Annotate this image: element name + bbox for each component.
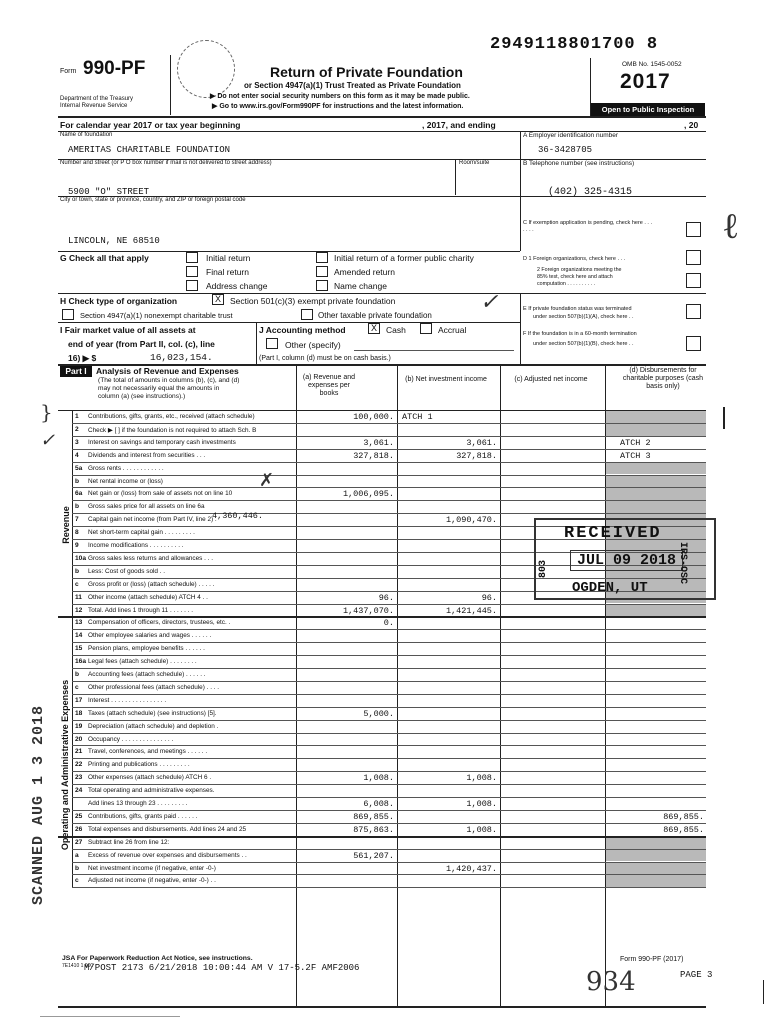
and-ending-label: , 2017, and ending bbox=[422, 120, 496, 130]
row-number: 16a bbox=[75, 658, 87, 666]
row-divider bbox=[72, 823, 706, 824]
row-label: Excess of revenue over expenses and disbursements . . bbox=[88, 851, 247, 859]
part-i-desc-3: column (a) (see instructions).) bbox=[98, 393, 186, 400]
row-number: 4 bbox=[75, 451, 79, 459]
terminated-checkbox[interactable] bbox=[686, 304, 701, 319]
part-i-title: Analysis of Revenue and Expenses bbox=[96, 366, 239, 376]
handwritten-mark-right: ℓ bbox=[722, 206, 740, 247]
cash-label: Cash bbox=[386, 325, 406, 335]
row-number: b bbox=[75, 671, 80, 678]
row-number: 17 bbox=[75, 696, 83, 704]
h-type-label: H Check type of organization bbox=[60, 296, 178, 306]
row-label: Subtract line 26 from line 12: bbox=[88, 838, 170, 846]
received-date: JUL 09 2018 bbox=[570, 550, 683, 571]
row-number: 27 bbox=[75, 838, 83, 846]
row-label: Pension plans, employee benefits . . . . . . bbox=[88, 645, 205, 653]
tax-year: 2017 bbox=[620, 70, 671, 93]
col-c-header: (c) Adjusted net income bbox=[514, 376, 588, 383]
address-change-checkbox[interactable] bbox=[186, 280, 198, 291]
phone-value: (402) 325-4315 bbox=[548, 187, 633, 198]
row-label: Net rental income or (loss) bbox=[88, 477, 163, 485]
stamp-code-text: 803 bbox=[538, 559, 549, 578]
row-label: Less: Cost of goods sold . . bbox=[88, 567, 166, 575]
form-code: 7E1410 1 000 bbox=[62, 963, 94, 969]
501c3-label: Section 501(c)(3) exempt private foundation bbox=[230, 296, 396, 306]
termination-60-label-1: F If the foundation is in a 60-month termination bbox=[523, 331, 637, 337]
col-b-header: (b) Net investment income bbox=[405, 376, 487, 383]
other-method-label: Other (specify) bbox=[285, 340, 341, 350]
row-divider bbox=[72, 629, 706, 630]
col-a-value: 5,000. bbox=[363, 708, 394, 719]
501c3-checkbox[interactable]: X bbox=[212, 294, 224, 305]
row-label: Contributions, gifts, grants paid . . . . . . bbox=[88, 812, 198, 820]
form-name: 990-PF bbox=[83, 58, 146, 79]
foundation-name: AMERITAS CHARITABLE FOUNDATION bbox=[68, 145, 231, 155]
ending-20-label: , 20 bbox=[684, 120, 699, 130]
row-label: Other employee salaries and wages . . . . . . bbox=[88, 632, 212, 640]
foreign-85-label-2: 85% test, check here and attach bbox=[537, 274, 613, 280]
row-number: c bbox=[75, 683, 79, 691]
fmv-label-3: 16) ▶ $ bbox=[68, 353, 97, 363]
row-label: Interest on savings and temporary cash investments bbox=[88, 438, 236, 446]
col-a-value: 1,006,095. bbox=[342, 489, 394, 500]
row-divider bbox=[72, 771, 706, 772]
row-number: b bbox=[75, 864, 80, 872]
row-divider bbox=[72, 887, 706, 888]
row-label: Gross sales less returns and allowances . . . bbox=[88, 554, 214, 562]
former-public-charity-checkbox[interactable] bbox=[316, 252, 328, 263]
form-title: Return of Private Foundation bbox=[270, 64, 463, 80]
col-a-value: 6,008. bbox=[363, 799, 394, 809]
part-i-desc-1: (The total of amounts in columns (b), (c), and (d) bbox=[98, 377, 240, 384]
revenue-expense-divider bbox=[58, 616, 706, 618]
page-number: PAGE 3 bbox=[680, 970, 713, 980]
col-a-value: 561,207. bbox=[353, 850, 394, 861]
row-label: Other professional fees (attach schedule) . . . . bbox=[88, 683, 220, 691]
row-number: b bbox=[75, 477, 80, 485]
dept-treasury: Department of the Treasury bbox=[60, 96, 134, 102]
col-b-value: 1,090,470. bbox=[445, 515, 497, 526]
row-number: b bbox=[75, 503, 80, 511]
row-divider bbox=[72, 720, 706, 721]
phone-label: B Telephone number (see instructions) bbox=[523, 160, 635, 167]
row-label: Income modifications . . . . . . . . . . bbox=[88, 542, 184, 549]
row-label: Other income (attach schedule) ATCH 4 . . bbox=[88, 593, 208, 601]
terminated-label-1: E If private foundation status was terminated bbox=[523, 306, 632, 312]
shaded-cell bbox=[606, 875, 706, 887]
open-inspection-banner: Open to Public Inspection bbox=[591, 103, 705, 116]
row-label: Total operating and administrative expenses. bbox=[88, 787, 215, 795]
row-number: 15 bbox=[75, 645, 83, 653]
amended-return-label: Amended return bbox=[334, 267, 395, 277]
street-value: 5900 "O" STREET bbox=[68, 187, 150, 197]
row-number: 24 bbox=[75, 787, 83, 795]
receipt-circle bbox=[177, 40, 235, 98]
shaded-cell bbox=[606, 501, 706, 513]
city-value: LINCOLN, NE 68510 bbox=[68, 236, 160, 246]
row-divider bbox=[72, 668, 706, 669]
other-taxable-label: Other taxable private foundation bbox=[318, 311, 432, 320]
row-label: Taxes (attach schedule) (see instructions) [5]. bbox=[88, 709, 217, 717]
foreign-85-checkbox[interactable] bbox=[686, 273, 701, 288]
row-number: 23 bbox=[75, 774, 83, 782]
row-number: 26 bbox=[75, 825, 83, 833]
row-label: Total. Add lines 1 through 11 . . . . . . . bbox=[88, 606, 194, 614]
foreign-org-checkbox[interactable] bbox=[686, 250, 701, 265]
handwritten-check-mark: ✓ bbox=[480, 290, 499, 315]
former-public-charity-label: Initial return of a former public charity bbox=[334, 253, 474, 263]
row-number: c bbox=[75, 580, 79, 588]
row-label: Net gain or (loss) from sale of assets not on line 10 bbox=[88, 490, 233, 498]
exemption-pending-label: C If exemption application is pending, check here . . . . . . . bbox=[523, 220, 653, 233]
col-a-value: 875,863. bbox=[353, 824, 394, 835]
row-number: 14 bbox=[75, 632, 83, 640]
row-divider bbox=[72, 449, 706, 450]
amended-return-checkbox[interactable] bbox=[316, 266, 328, 277]
col-b-value: 1,008. bbox=[466, 824, 497, 835]
col-d-header: (d) Disbursements for charitable purposes (cash basis only) bbox=[622, 367, 704, 390]
row-number: 12 bbox=[75, 606, 83, 614]
termination-60-checkbox[interactable] bbox=[686, 336, 701, 351]
part-i-tag: Part I bbox=[60, 366, 92, 377]
accrual-checkbox[interactable] bbox=[420, 323, 432, 334]
row-label: Depreciation (attach schedule) and depletion . bbox=[88, 722, 219, 730]
irs-osc-text: IRS-OSC bbox=[677, 542, 688, 585]
row-divider bbox=[72, 745, 706, 746]
row-number: 6a bbox=[75, 490, 83, 498]
row-label: Accounting fees (attach schedule) . . . . . . bbox=[88, 671, 206, 678]
final-return-checkbox[interactable] bbox=[186, 266, 198, 277]
row-number: 7 bbox=[75, 516, 79, 524]
row-number: 1 bbox=[75, 413, 79, 420]
city-label: City or town, state or province, country, and ZIP or foreign postal code bbox=[60, 197, 246, 203]
ogden-text: OGDEN, UT bbox=[572, 580, 648, 596]
shaded-cell bbox=[606, 863, 706, 875]
col-a-value: 327,818. bbox=[353, 450, 394, 461]
shaded-cell bbox=[606, 424, 706, 436]
received-text: RECEIVED bbox=[564, 524, 662, 543]
other-taxable-checkbox[interactable] bbox=[301, 309, 313, 320]
ssn-instruction: ▶ Do not enter social security numbers on this form as it may be made public. bbox=[210, 93, 470, 100]
shaded-cell bbox=[606, 476, 706, 488]
nonexempt-trust-checkbox[interactable] bbox=[62, 309, 74, 320]
row-label: Adjusted net income (if negative, enter -0-) . . bbox=[88, 877, 216, 885]
form-subtitle: or Section 4947(a)(1) Trust Treated as Private Foundation bbox=[244, 81, 461, 90]
address-change-label: Address change bbox=[206, 281, 268, 291]
terminated-label-2: under section 507(b)(1)(A), check here . . bbox=[533, 314, 634, 320]
shaded-cell bbox=[606, 850, 706, 862]
shaded-cell bbox=[606, 463, 706, 475]
other-method-checkbox[interactable] bbox=[266, 338, 278, 349]
col-b-value: 96. bbox=[481, 592, 497, 603]
row-label: Occupancy . . . . . . . . . . . . . . . bbox=[88, 735, 174, 743]
row-label: Capital gain net income (from Part IV, line 2) . bbox=[88, 516, 217, 524]
row-label: Contributions, gifts, grants, etc., received (attach schedule) bbox=[88, 413, 255, 420]
handwritten-934: 934 bbox=[586, 967, 636, 997]
row-number: 19 bbox=[75, 722, 83, 730]
row-number: 13 bbox=[75, 619, 83, 627]
row-number: 22 bbox=[75, 761, 83, 769]
row-label: Add lines 13 through 23 . . . . . . . . . bbox=[88, 800, 188, 807]
col-b-value: 3,061. bbox=[466, 437, 497, 448]
part-i-desc-2: may not necessarily equal the amounts in bbox=[98, 385, 220, 392]
received-stamp bbox=[534, 518, 716, 600]
col-a-value: 3,061. bbox=[363, 437, 394, 448]
scanned-stamp: SCANNED AUG 1 3 2018 bbox=[30, 704, 47, 905]
row-label: Legal fees (attach schedule) . . . . . . . . bbox=[88, 658, 197, 666]
g-check-label: G Check all that apply bbox=[60, 253, 149, 263]
row-number: c bbox=[75, 877, 79, 885]
foreign-85-label-3: computation . . . . . . . . . . bbox=[537, 281, 596, 287]
col-b-value: 1,008. bbox=[466, 773, 497, 784]
row-number: 10a bbox=[75, 554, 87, 562]
col-b-value: ATCH 1 bbox=[402, 412, 433, 422]
accounting-method-label: J Accounting method bbox=[259, 325, 346, 335]
row-label: Gross profit or (loss) (attach schedule) . . . . . bbox=[88, 580, 215, 588]
row-label: Dividends and interest from securities . . . bbox=[88, 451, 206, 459]
footer-print-line: M/POST 2173 6/21/2018 10:00:44 AM V 17-5.2F AMF2006 bbox=[84, 963, 360, 973]
row-divider bbox=[72, 784, 706, 785]
row-label: Total expenses and disbursements. Add lines 24 and 25 bbox=[88, 825, 247, 833]
irs-instruction: ▶ Go to www.irs.gov/Form990PF for instructions and the latest information. bbox=[212, 103, 464, 110]
col-a-value: 1,008. bbox=[363, 773, 394, 784]
initial-return-checkbox[interactable] bbox=[186, 252, 198, 263]
col-a-value: 100,000. bbox=[353, 412, 394, 422]
col-a-value: 0. bbox=[383, 618, 394, 629]
row-number: 11 bbox=[75, 593, 82, 601]
shaded-cell bbox=[606, 411, 706, 423]
col-b-value: 1,421,445. bbox=[445, 605, 497, 616]
paperwork-notice: JSA For Paperwork Reduction Act Notice, see instructions. bbox=[62, 955, 253, 962]
fmv-value: 16,023,154. bbox=[150, 352, 213, 363]
foreign-org-label: D 1 Foreign organizations, check here . . . bbox=[523, 256, 626, 262]
exemption-pending-checkbox[interactable] bbox=[686, 222, 701, 237]
row-divider bbox=[72, 436, 706, 437]
row-number: 3 bbox=[75, 438, 79, 446]
handwritten-tick-mark: ✓ bbox=[40, 430, 56, 451]
omb-number: OMB No. 1545-0052 bbox=[622, 61, 682, 68]
row-number: 18 bbox=[75, 709, 83, 717]
expenses-section-label: Operating and Administrative Expenses bbox=[60, 679, 70, 851]
row-label: Other expenses (attach schedule) ATCH 6 . bbox=[88, 774, 212, 782]
calendar-year-label: For calendar year 2017 or tax year beginning bbox=[60, 120, 241, 130]
final-return-label: Final return bbox=[206, 267, 249, 277]
accrual-label: Accrual bbox=[438, 325, 467, 335]
cash-basis-note: (Part I, column (d) must be on cash basis.) bbox=[259, 355, 391, 362]
row-number: 21 bbox=[75, 748, 83, 756]
handwritten-cross: ✗ bbox=[259, 470, 275, 491]
nonexempt-trust-label: Section 4947(a)(1) nonexempt charitable trust bbox=[80, 311, 233, 320]
handwritten-bracket-mark: } bbox=[40, 400, 53, 424]
col-b-value: 327,818. bbox=[456, 450, 497, 461]
row-label: Net investment income (if negative, enter -0-) bbox=[88, 864, 216, 872]
row-number: 8 bbox=[75, 529, 79, 537]
row-divider bbox=[72, 810, 706, 811]
row-label: Compensation of officers, directors, trustees, etc. . bbox=[88, 619, 231, 627]
cash-checkbox[interactable]: X bbox=[368, 323, 380, 334]
ein-label: A Employer identification number bbox=[523, 132, 619, 139]
barcode-number: 2949118801700 8 bbox=[490, 35, 659, 54]
col-a-value: 1,437,070. bbox=[342, 605, 394, 616]
row-label: Travel, conferences, and meetings . . . . . . bbox=[88, 748, 208, 756]
row-divider bbox=[72, 681, 706, 682]
col-d-value: ATCH 2 bbox=[620, 437, 651, 448]
fmv-label-2: end of year (from Part II, col. (c), line bbox=[68, 339, 215, 349]
col-a-value: 869,855. bbox=[353, 811, 394, 822]
row-divider bbox=[72, 707, 706, 708]
row-label: Gross rents . . . . . . . . . . . . bbox=[88, 464, 164, 472]
col-a-value: 96. bbox=[378, 592, 394, 603]
row-number: 5a bbox=[75, 464, 83, 472]
initial-return-label: Initial return bbox=[206, 253, 251, 263]
col-d-value: ATCH 3 bbox=[620, 450, 651, 461]
col-a-header: (a) Revenue and expenses per books bbox=[302, 374, 356, 397]
revenue-section-label: Revenue bbox=[61, 506, 71, 544]
row-label: Net short-term capital gain . . . . . . . . . bbox=[88, 529, 195, 537]
row-divider bbox=[72, 694, 706, 695]
name-change-checkbox[interactable] bbox=[316, 280, 328, 291]
row-label: Printing and publications . . . . . . . . . bbox=[88, 761, 190, 769]
row-label: Gross sales price for all assets on line 6a bbox=[88, 503, 205, 511]
fmv-label-1: I Fair market value of all assets at bbox=[60, 325, 196, 335]
row-number: 20 bbox=[75, 735, 83, 743]
foreign-85-label-1: 2 Foreign organizations meeting the bbox=[537, 267, 622, 273]
row-number: 9 bbox=[75, 542, 79, 549]
row-divider bbox=[72, 797, 706, 798]
room-suite-label: Room/suite bbox=[459, 160, 490, 166]
row-label: Check ▶ [ ] if the foundation is not required to attach Sch. B bbox=[88, 426, 257, 434]
form-label: Form bbox=[60, 68, 77, 75]
line-6b-value: 4,360,446. bbox=[212, 511, 264, 521]
form-reference: Form 990-PF (2017) bbox=[620, 956, 684, 963]
row-number: 25 bbox=[75, 812, 83, 820]
street-label: Number and street (or P O box number if mail is not delivered to street address) bbox=[60, 160, 272, 166]
col-b-value: 1,420,437. bbox=[445, 863, 497, 874]
row-label: Interest . . . . . . . . . . . . . . . . bbox=[88, 696, 167, 704]
termination-60-label-2: under section 507(b)(1)(B), check here . . bbox=[533, 341, 634, 347]
col-d-value: 869,855. bbox=[663, 811, 704, 822]
shaded-cell bbox=[606, 837, 706, 849]
row-divider bbox=[72, 733, 706, 734]
row-divider bbox=[72, 758, 706, 759]
row-number: 2 bbox=[75, 425, 79, 433]
row-divider bbox=[72, 655, 706, 656]
row-divider bbox=[72, 642, 706, 643]
row-number: a bbox=[75, 851, 79, 859]
irs-label: Internal Revenue Service bbox=[60, 103, 128, 109]
foundation-name-label: Name of foundation bbox=[60, 132, 113, 138]
col-b-value: 1,008. bbox=[466, 799, 497, 809]
ein-value: 36-3428705 bbox=[538, 145, 593, 155]
shaded-cell bbox=[606, 488, 706, 500]
expense-net-divider bbox=[58, 836, 706, 838]
shaded-cell bbox=[606, 605, 706, 617]
name-change-label: Name change bbox=[334, 281, 387, 291]
row-number: b bbox=[75, 567, 80, 575]
col-d-value: 869,855. bbox=[663, 824, 704, 835]
